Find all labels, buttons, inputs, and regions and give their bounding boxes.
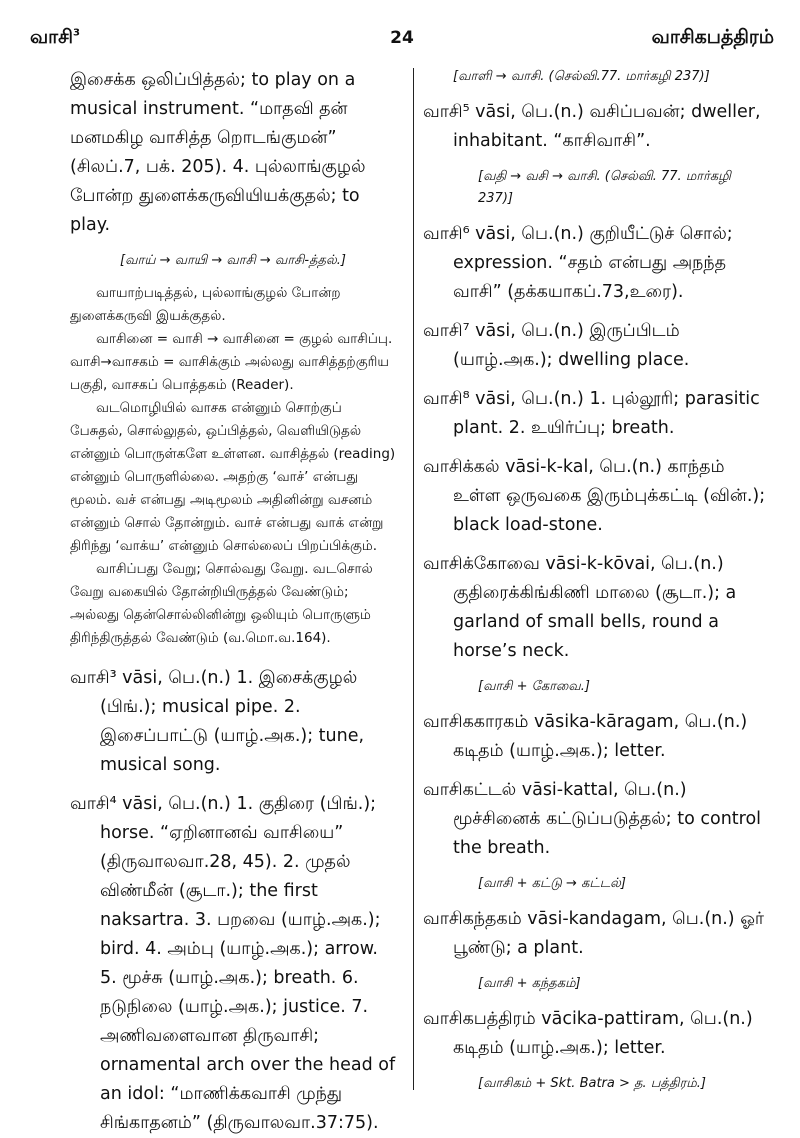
page-number: 24	[390, 28, 414, 48]
commentary-paragraph: வாசிப்பது வேறு; சொல்வது வேறு. வடசொல் வேறு வகையில் தோன்றியிருத்தல் வேண்டும்; அல்லது தென்சொல்லினின்று ஒலியும் பொருளும் திரிந்திருத்தல் வேண்டும் (வ.மொ.வ.164).	[70, 561, 373, 646]
continued-entry-text: இசைக்க ஒலிப்பித்தல்; to play on a musical instrument. “மாதவி தன் மனமகிழ வாசித்த றொடங்குமன்” (சிலப்.7, பக். 205). 4. புல்லாங்குழல் போன்ற துளைக்கருவியியக்குதல்; to play.	[70, 70, 366, 235]
dictionary-entry: வாசிகந்தகம் vāsi-kandagam, பெ.(n.) ஓர் பூண்டு; a plant.	[423, 909, 765, 958]
dictionary-entry: வாசிகபத்திரம் vācika-pattiram, பெ.(n.) கடிதம் (யாழ்.அக.); letter.	[423, 1009, 753, 1058]
etymology-note: [வாசி + கோவை.]	[478, 679, 590, 694]
page-header	[30, 26, 774, 56]
dictionary-entry: வாசி³ vāsi, பெ.(n.) 1. இசைக்குழல் (பிங்.); musical pipe. 2. இசைப்பாட்டு (யாழ்.அக.); tune, musical song.	[70, 668, 365, 775]
dictionary-entry: வாசிககாரகம் vāsika-kāragam, பெ.(n.) கடிதம் (யாழ்.அக.); letter.	[423, 712, 748, 761]
etymology-note: [வதி → வசி → வாசி. (செல்வி. 77. மார்கழி 237)]	[478, 169, 731, 206]
header-left-superscript: 3	[73, 27, 80, 39]
etymology-note: [வாளி → வாசி. (செல்வி.77. மார்கழி 237)]	[453, 69, 710, 84]
dictionary-entry: வாசி⁸ vāsi, பெ.(n.) 1. புல்லூரி; parasitic plant. 2. உயிர்ப்பு; breath.	[423, 389, 760, 438]
right-column	[423, 66, 767, 1095]
etymology-note: [வாசி + கந்தகம்]	[478, 976, 581, 991]
commentary-paragraph: வாயாற்படித்தல், புல்லாங்குழல் போன்ற துளைக்கருவி இயக்குதல்.	[70, 285, 341, 324]
etymology-note: [வாசி + கட்டு → கட்டல்]	[478, 876, 626, 891]
dictionary-entry: வாசி⁶ vāsi, பெ.(n.) குறியீட்டுச் சொல்; expression. “சதம் என்பது அநந்த வாசி” (தக்கயாகப்.73,உரை).	[423, 224, 733, 302]
commentary-paragraph: வடமொழியில் வாசக என்னும் சொற்குப் பேசுதல், சொல்லுதல், ஒப்பித்தல், வெளியிடுதல் என்னும் பொருள்களே உள்ளன. வாசித்தல் (reading) என்னும் பொருளில்லை. அதற்கு ‘வாச்’ என்பது மூலம். வச் என்பது அடிமூலம் அதினின்று வசனம் என்னும் சொல் தோன்றும். வாச் என்பது வாக் என்று திரிந்து ‘வாக்ய’ என்னும் சொல்லைப் பிறப்பிக்கும்.	[70, 400, 396, 554]
dictionary-entry: வாசி⁴ vāsi, பெ.(n.) 1. குதிரை (பிங்.); horse. “ஏறினானவ் வாசியை” (திருவாலவா.28, 45). 2. முதல் விண்மீன் (சூடா.); the first naksartra. 3. பறவை (யாழ்.அக.); bird. 4. அம்பு (யாழ்.அக.); arrow. 5. மூச்சு (யாழ்.அக.); breath. 6. நடுநிலை (யாழ்.அக.); justice. 7. அணிவளைவான திருவாசி; ornamental arch over the head of an idol: “மாணிக்கவாசி முந்து சிங்காதனம்” (திருவாலவா.37:75).	[70, 794, 396, 1133]
dictionary-entry: வாசிக்கல் vāsi-k-kal, பெ.(n.) காந்தம் உள்ள ஒருவகை இரும்புக்கட்டி (வின்.); black load-stone.	[423, 457, 766, 535]
dictionary-entry: வாசி⁷ vāsi, பெ.(n.) இருப்பிடம் (யாழ்.அக.); dwelling place.	[423, 321, 690, 370]
left-column	[70, 66, 396, 1138]
etymology-note: [வாசிகம் + Skt. Batra > த. பத்திரம்.]	[478, 1076, 706, 1091]
commentary-paragraph: வாசினை = வாசி → வாசினை = குழல் வாசிப்பு. வாசி→வாசகம் = வாசிக்கும் அல்லது வாசித்தற்குரிய பகுதி, வாசகப் பொத்தகம் (Reader).	[70, 331, 393, 393]
etymology-note: [வாய் → வாயி → வாசி → வாசி-த்தல்.]	[120, 253, 346, 268]
header-right-headword: வாசிகபத்திரம்	[651, 26, 774, 48]
header-left-text: வாசி	[30, 26, 73, 48]
column-divider	[413, 68, 414, 1090]
dictionary-entry: வாசி⁵ vāsi, பெ.(n.) வசிப்பவன்; dweller, inhabitant. “காசிவாசி”.	[423, 102, 761, 151]
dictionary-entry: வாசிகட்டல் vāsi-kattal, பெ.(n.) மூச்சினைக் கட்டுப்படுத்தல்; to control the breath.	[423, 780, 762, 858]
dictionary-entry: வாசிக்கோவை vāsi-k-kōvai, பெ.(n.) குதிரைக்கிங்கிணி மாலை (சூடா.); a garland of small bells, round a horse’s neck.	[423, 554, 737, 661]
